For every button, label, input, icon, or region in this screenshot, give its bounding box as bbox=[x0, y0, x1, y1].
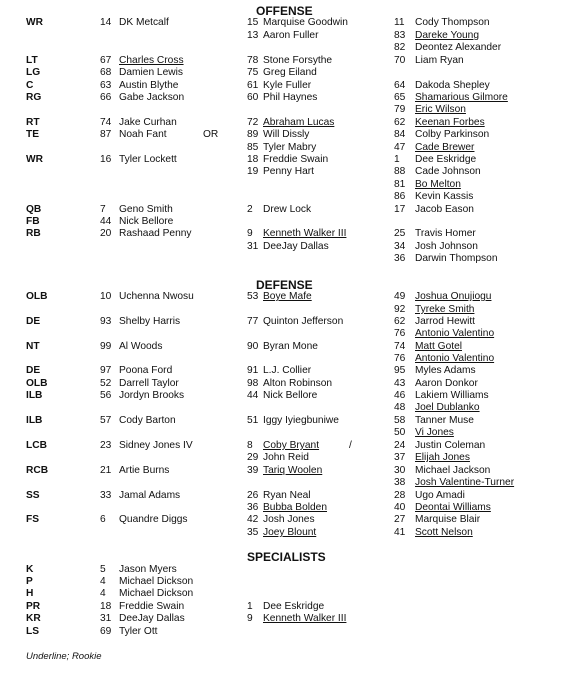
second-string-number: 42 bbox=[247, 514, 259, 525]
starter-name: Tyler Ott bbox=[119, 626, 158, 637]
third-string-name: Matt Gotel bbox=[415, 341, 462, 352]
position-label: ILB bbox=[26, 415, 43, 426]
third-string-name: Cade Johnson bbox=[415, 166, 481, 177]
position-label: LT bbox=[26, 55, 38, 66]
third-string-name: Eric Wilson bbox=[415, 104, 466, 115]
starter-number: 63 bbox=[100, 80, 112, 91]
starter-number: 4 bbox=[100, 588, 106, 599]
third-string-name: Elijah Jones bbox=[415, 452, 470, 463]
third-string-number: 24 bbox=[394, 440, 406, 451]
third-string-name: Justin Coleman bbox=[415, 440, 486, 451]
position-label: DE bbox=[26, 316, 41, 327]
second-string-name: Alton Robinson bbox=[263, 378, 333, 389]
starter-number: 21 bbox=[100, 465, 112, 476]
second-string-name: Tyler Mabry bbox=[263, 142, 317, 153]
starter-name: Rashaad Penny bbox=[119, 228, 192, 239]
second-string-name: Greg Eiland bbox=[263, 67, 317, 78]
third-string-number: 46 bbox=[394, 390, 406, 401]
third-string-number: 43 bbox=[394, 378, 406, 389]
defense-header: DEFENSE bbox=[256, 278, 313, 292]
second-string-name: Boye Mafe bbox=[263, 291, 312, 302]
second-string-number: 51 bbox=[247, 415, 259, 426]
second-string-name: Stone Forsythe bbox=[263, 55, 333, 66]
second-string-name: L.J. Collier bbox=[263, 365, 312, 376]
second-string-name: Freddie Swain bbox=[263, 154, 329, 165]
starter-number: 44 bbox=[100, 216, 112, 227]
second-string-number: 15 bbox=[247, 17, 259, 28]
second-string-name: Drew Lock bbox=[263, 204, 312, 215]
starter-number: 56 bbox=[100, 390, 112, 401]
starter-number: 74 bbox=[100, 117, 112, 128]
third-string-name: Joel Dublanko bbox=[415, 402, 480, 413]
second-string-name: Bubba Bolden bbox=[263, 502, 328, 513]
third-string-name: Vi Jones bbox=[415, 427, 454, 438]
third-string-name: Antonio Valentino bbox=[415, 353, 495, 364]
starter-number: 67 bbox=[100, 55, 112, 66]
third-string-name: Kevin Kassis bbox=[415, 191, 474, 202]
starter-name: Artie Burns bbox=[119, 465, 170, 476]
starter-number: 66 bbox=[100, 92, 112, 103]
starter-name: Tyler Lockett bbox=[119, 154, 177, 165]
second-string-number: 31 bbox=[247, 241, 259, 252]
second-string-number: 89 bbox=[247, 129, 259, 140]
position-label: WR bbox=[26, 17, 43, 28]
second-string-number: 61 bbox=[247, 80, 259, 91]
third-string-number: 76 bbox=[394, 353, 406, 364]
starter-number: 99 bbox=[100, 341, 112, 352]
second-string-number: 9 bbox=[247, 613, 253, 624]
third-string-name: Colby Parkinson bbox=[415, 129, 490, 140]
second-string-name: Tariq Woolen bbox=[263, 465, 323, 476]
second-string-number: 90 bbox=[247, 341, 259, 352]
third-string-name: Shamarious Gilmore bbox=[415, 92, 508, 103]
third-string-number: 81 bbox=[394, 179, 406, 190]
third-string-number: 34 bbox=[394, 241, 406, 252]
starter-name: Charles Cross bbox=[119, 55, 184, 66]
position-label: KR bbox=[26, 613, 41, 624]
third-string-name: Tyreke Smith bbox=[415, 304, 475, 315]
starter-name: Freddie Swain bbox=[119, 601, 185, 612]
starter-name: Quandre Diggs bbox=[119, 514, 188, 525]
third-string-number: 1 bbox=[394, 154, 400, 165]
starter-name: DK Metcalf bbox=[119, 17, 169, 28]
third-string-number: 49 bbox=[394, 291, 406, 302]
position-label: K bbox=[26, 564, 34, 575]
second-string-number: 60 bbox=[247, 92, 259, 103]
third-string-name: Josh Johnson bbox=[415, 241, 478, 252]
second-string-name: Penny Hart bbox=[263, 166, 314, 177]
position-label: C bbox=[26, 80, 34, 91]
starter-number: 6 bbox=[100, 514, 106, 525]
second-string-name: Aaron Fuller bbox=[263, 30, 319, 41]
second-string-name: Kenneth Walker III bbox=[263, 228, 347, 239]
second-string-name: Quinton Jefferson bbox=[263, 316, 344, 327]
third-string-name: Deontai Williams bbox=[415, 502, 491, 513]
third-string-number: 82 bbox=[394, 42, 406, 53]
third-string-name: Liam Ryan bbox=[415, 55, 464, 66]
offense-header: OFFENSE bbox=[256, 4, 313, 18]
starter-number: 97 bbox=[100, 365, 112, 376]
third-string-number: 84 bbox=[394, 129, 406, 140]
third-string-number: 86 bbox=[394, 191, 406, 202]
position-label: FS bbox=[26, 514, 40, 525]
third-string-number: 40 bbox=[394, 502, 406, 513]
position-label: SS bbox=[26, 490, 40, 501]
starter-number: 20 bbox=[100, 228, 112, 239]
second-string-name: Abraham Lucas bbox=[263, 117, 335, 128]
second-string-name: Byran Mone bbox=[263, 341, 318, 352]
third-string-name: Tanner Muse bbox=[415, 415, 474, 426]
third-string-number: 62 bbox=[394, 117, 406, 128]
second-string-name: John Reid bbox=[263, 452, 309, 463]
third-string-name: Marquise Blair bbox=[415, 514, 481, 525]
starter-name: Jamal Adams bbox=[119, 490, 181, 501]
starter-number: 14 bbox=[100, 17, 112, 28]
position-label: TE bbox=[26, 129, 40, 140]
second-string-number: 35 bbox=[247, 527, 259, 538]
starter-name: DeeJay Dallas bbox=[119, 613, 185, 624]
second-string-number: 78 bbox=[247, 55, 259, 66]
or-label: OR bbox=[203, 129, 219, 140]
third-string-name: Aaron Donkor bbox=[415, 378, 478, 389]
second-string-name: Joey Blount bbox=[263, 527, 317, 538]
third-string-number: 25 bbox=[394, 228, 406, 239]
third-string-name: Jacob Eason bbox=[415, 204, 474, 215]
second-string-name: Ryan Neal bbox=[263, 490, 311, 501]
position-label: H bbox=[26, 588, 34, 599]
second-string-number: 26 bbox=[247, 490, 259, 501]
third-string-number: 74 bbox=[394, 341, 406, 352]
third-string-number: 79 bbox=[394, 104, 406, 115]
starter-number: 18 bbox=[100, 601, 112, 612]
position-label: PR bbox=[26, 601, 41, 612]
third-string-name: Darwin Thompson bbox=[415, 253, 498, 264]
starter-name: Poona Ford bbox=[119, 365, 173, 376]
third-string-name: Scott Nelson bbox=[415, 527, 473, 538]
starter-name: Damien Lewis bbox=[119, 67, 183, 78]
third-string-number: 36 bbox=[394, 253, 406, 264]
second-string-name: Nick Bellore bbox=[263, 390, 318, 401]
third-string-name: Dee Eskridge bbox=[415, 154, 477, 165]
third-string-number: 11 bbox=[394, 17, 405, 28]
starter-number: 5 bbox=[100, 564, 106, 575]
second-string-number: 39 bbox=[247, 465, 259, 476]
third-string-number: 62 bbox=[394, 316, 406, 327]
starter-number: 87 bbox=[100, 129, 112, 140]
third-string-name: Josh Valentine-Turner bbox=[415, 477, 515, 488]
third-string-number: 28 bbox=[394, 490, 406, 501]
second-string-name: Phil Haynes bbox=[263, 92, 318, 103]
third-string-name: Travis Homer bbox=[415, 228, 476, 239]
starter-number: 10 bbox=[100, 291, 112, 302]
specialists-header: SPECIALISTS bbox=[247, 550, 326, 564]
position-label: LS bbox=[26, 626, 40, 637]
position-label: LCB bbox=[26, 440, 47, 451]
starter-name: Cody Barton bbox=[119, 415, 176, 426]
third-string-name: Dakoda Shepley bbox=[415, 80, 490, 91]
starter-number: 57 bbox=[100, 415, 112, 426]
third-string-number: 76 bbox=[394, 328, 406, 339]
third-string-number: 37 bbox=[394, 452, 406, 463]
position-label: OLB bbox=[26, 291, 48, 302]
position-label: OLB bbox=[26, 378, 48, 389]
second-string-number: 13 bbox=[247, 30, 259, 41]
third-string-name: Cade Brewer bbox=[415, 142, 475, 153]
third-string-number: 70 bbox=[394, 55, 406, 66]
third-string-number: 47 bbox=[394, 142, 406, 153]
third-string-name: Myles Adams bbox=[415, 365, 476, 376]
second-string-number: 77 bbox=[247, 316, 259, 327]
third-string-number: 38 bbox=[394, 477, 406, 488]
position-label: P bbox=[26, 576, 33, 587]
second-string-name: Josh Jones bbox=[263, 514, 315, 525]
second-string-number: 36 bbox=[247, 502, 259, 513]
third-string-name: Ugo Amadi bbox=[415, 490, 465, 501]
third-string-name: Dareke Young bbox=[415, 30, 480, 41]
second-string-name: Dee Eskridge bbox=[263, 601, 325, 612]
second-string-name: Marquise Goodwin bbox=[263, 17, 348, 28]
third-string-name: Antonio Valentino bbox=[415, 328, 495, 339]
second-string-number: 1 bbox=[247, 601, 253, 612]
third-string-name: Lakiem Williams bbox=[415, 390, 489, 401]
second-string-name: Iggy Iyiegbuniwe bbox=[263, 415, 339, 426]
position-label: RB bbox=[26, 228, 41, 239]
position-label: RT bbox=[26, 117, 40, 128]
third-string-number: 92 bbox=[394, 304, 406, 315]
starter-name: Sidney Jones IV bbox=[119, 440, 193, 451]
third-string-number: 27 bbox=[394, 514, 406, 525]
starter-name: Gabe Jackson bbox=[119, 92, 185, 103]
third-string-name: Keenan Forbes bbox=[415, 117, 485, 128]
third-string-number: 95 bbox=[394, 365, 406, 376]
starter-name: Michael Dickson bbox=[119, 576, 194, 587]
position-label: QB bbox=[26, 204, 42, 215]
second-string-number: 29 bbox=[247, 452, 259, 463]
third-string-name: Cody Thompson bbox=[415, 17, 490, 28]
position-label: WR bbox=[26, 154, 43, 165]
third-string-number: 50 bbox=[394, 427, 406, 438]
starter-name: Uchenna Nwosu bbox=[119, 291, 194, 302]
position-label: NT bbox=[26, 341, 40, 352]
starter-number: 4 bbox=[100, 576, 106, 587]
second-string-number: 53 bbox=[247, 291, 259, 302]
third-string-number: 48 bbox=[394, 402, 406, 413]
second-string-number: 19 bbox=[247, 166, 259, 177]
second-string-name: Kenneth Walker III bbox=[263, 613, 347, 624]
second-string-number: 98 bbox=[247, 378, 259, 389]
second-string-number: 85 bbox=[247, 142, 259, 153]
starter-number: 52 bbox=[100, 378, 112, 389]
position-label: LG bbox=[26, 67, 41, 78]
starter-name: Noah Fant bbox=[119, 129, 167, 140]
starter-number: 16 bbox=[100, 154, 112, 165]
second-string-number: 72 bbox=[247, 117, 259, 128]
footer-note: Underline; Rookie bbox=[26, 651, 102, 662]
starter-name: Michael Dickson bbox=[119, 588, 194, 599]
starter-number: 68 bbox=[100, 67, 112, 78]
second-string-number: 75 bbox=[247, 67, 259, 78]
starter-name: Nick Bellore bbox=[119, 216, 174, 227]
starter-name: Al Woods bbox=[119, 341, 163, 352]
third-string-number: 65 bbox=[394, 92, 406, 103]
second-string-number: 18 bbox=[247, 154, 259, 165]
third-string-number: 88 bbox=[394, 166, 406, 177]
third-string-number: 64 bbox=[394, 80, 406, 91]
second-string-number: 91 bbox=[247, 365, 259, 376]
second-string-name: Coby Bryant bbox=[263, 440, 320, 451]
third-string-name: Jarrod Hewitt bbox=[415, 316, 476, 327]
starter-number: 93 bbox=[100, 316, 112, 327]
starter-number: 69 bbox=[100, 626, 112, 637]
position-label: ILB bbox=[26, 390, 43, 401]
third-string-number: 41 bbox=[394, 527, 406, 538]
starter-number: 31 bbox=[100, 613, 112, 624]
starter-name: Jordyn Brooks bbox=[119, 390, 185, 401]
third-string-number: 17 bbox=[394, 204, 406, 215]
second-string-number: 44 bbox=[247, 390, 259, 401]
third-string-number: 58 bbox=[394, 415, 406, 426]
starter-name: Jason Myers bbox=[119, 564, 177, 575]
starter-name: Geno Smith bbox=[119, 204, 173, 215]
third-string-name: Michael Jackson bbox=[415, 465, 491, 476]
second-string-name: DeeJay Dallas bbox=[263, 241, 329, 252]
position-label: RG bbox=[26, 92, 42, 103]
third-string-number: 83 bbox=[394, 30, 406, 41]
third-string-name: Joshua Onujiogu bbox=[415, 291, 492, 302]
starter-number: 23 bbox=[100, 440, 112, 451]
third-string-name: Bo Melton bbox=[415, 179, 461, 190]
position-label: RCB bbox=[26, 465, 49, 476]
starter-name: Jake Curhan bbox=[119, 117, 177, 128]
second-string-number: 9 bbox=[247, 228, 253, 239]
position-label: DE bbox=[26, 365, 41, 376]
third-string-name: Deontez Alexander bbox=[415, 42, 502, 53]
second-string-name: Kyle Fuller bbox=[263, 80, 312, 91]
third-string-number: 30 bbox=[394, 465, 406, 476]
starter-name: Shelby Harris bbox=[119, 316, 181, 327]
starter-name: Darrell Taylor bbox=[119, 378, 179, 389]
second-string-number: 8 bbox=[247, 440, 253, 451]
position-label: FB bbox=[26, 216, 40, 227]
second-string-name: Will Dissly bbox=[263, 129, 310, 140]
slash-label: / bbox=[349, 440, 352, 451]
starter-number: 33 bbox=[100, 490, 112, 501]
second-string-number: 2 bbox=[247, 204, 253, 215]
starter-name: Austin Blythe bbox=[119, 80, 179, 91]
starter-number: 7 bbox=[100, 204, 106, 215]
